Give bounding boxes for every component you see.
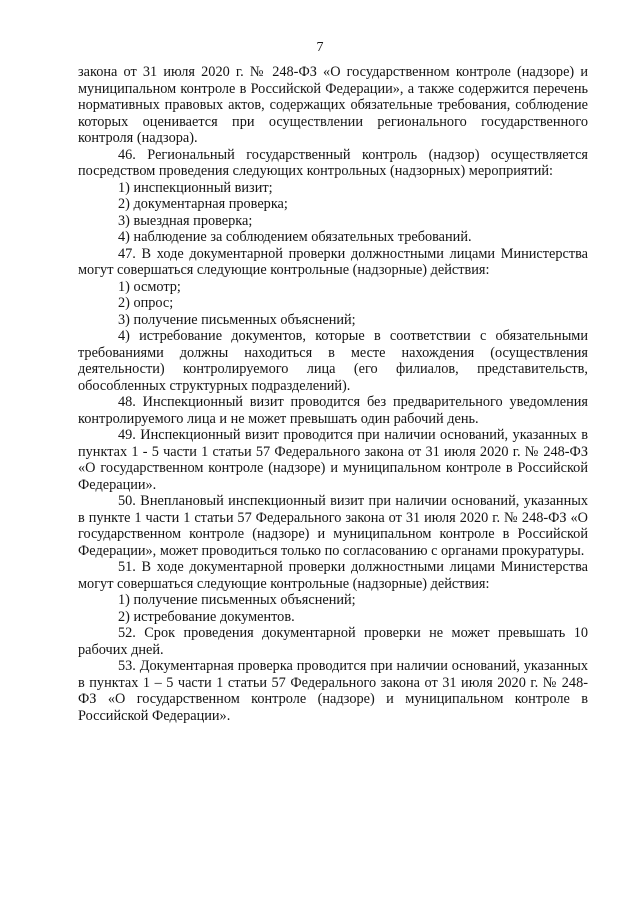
list-item: 1) получение письменных объяснений; xyxy=(118,592,356,608)
list-item: 2) истребование документов. xyxy=(118,608,295,625)
document-body xyxy=(78,64,588,724)
paragraph: 50. Внеплановый инспекционный визит при наличии оснований, указанных в пункте 1 части 1 статьи 57 Федерального закона от 31 июля 2020 г. № 248-ФЗ «О государственном контроле (надзоре) и муниципальном контроле в Российской Федерации», может проводиться только по согласованию с органами прокуратуры. xyxy=(78,493,588,559)
list-item: 1) инспекционный визит; xyxy=(118,179,273,196)
paragraph: 4) истребование документов, которые в соответствии с обязательными требованиями должны находиться в месте нахождения (осуществления деятельности) контролируемого лица (его филиалов, представительств, обособленных структурных подразделений). xyxy=(78,328,588,394)
paragraph: 51. В ходе документарной проверки должностными лицами Министерства могут совершаться следующие контрольные (надзорные) действия: xyxy=(78,559,588,592)
paragraph: закона от 31 июля 2020 г. № 248-ФЗ «О государственном контроле (надзоре) и муниципальном контроле в Российской Федерации», а также содержится перечень нормативных правовых актов, содержащих обязательные требования, соблюдение которых оценивается при осуществлении регионального государственного контроля (надзора). xyxy=(78,64,588,146)
paragraph: 52. Срок проведения документарной проверки не может превышать 10 рабочих дней. xyxy=(78,625,588,658)
list-item: 2) опрос; xyxy=(118,295,174,311)
paragraph: 46. Региональный государственный контроль (надзор) осуществляется посредством проведения следующих контрольных (надзорных) мероприятий: xyxy=(78,146,588,179)
list-item: 3) выездная проверка; xyxy=(118,212,253,229)
list-item: 1) осмотр; xyxy=(118,278,181,295)
paragraph: 53. Документарная проверка проводится при наличии оснований, указанных в пунктах 1 – 5 части 1 статьи 57 Федерального закона от 31 июля 2020 г. № 248-ФЗ «О государственном контроле (надзоре) и муниципальном контроле в Российской Федерации». xyxy=(78,658,588,724)
paragraph: 47. В ходе документарной проверки должностными лицами Министерства могут совершаться следующие контрольные (надзорные) действия: xyxy=(78,245,588,278)
paragraph: 48. Инспекционный визит проводится без предварительного уведомления контролируемого лица и не может превышать один рабочий день. xyxy=(78,394,588,427)
list-item: 2) документарная проверка; xyxy=(118,196,288,212)
list-item: 3) получение письменных объяснений; xyxy=(118,311,356,328)
list-item: 4) наблюдение за соблюдением обязательных требований. xyxy=(118,229,472,245)
paragraph: 49. Инспекционный визит проводится при наличии оснований, указанных в пунктах 1 - 5 части 1 статьи 57 Федерального закона от 31 июля 2020 г. № 248-ФЗ «О государственном контроле (надзоре) и муниципальном контроле в Российской Федерации». xyxy=(78,427,588,493)
page-number: 7 xyxy=(316,40,324,55)
